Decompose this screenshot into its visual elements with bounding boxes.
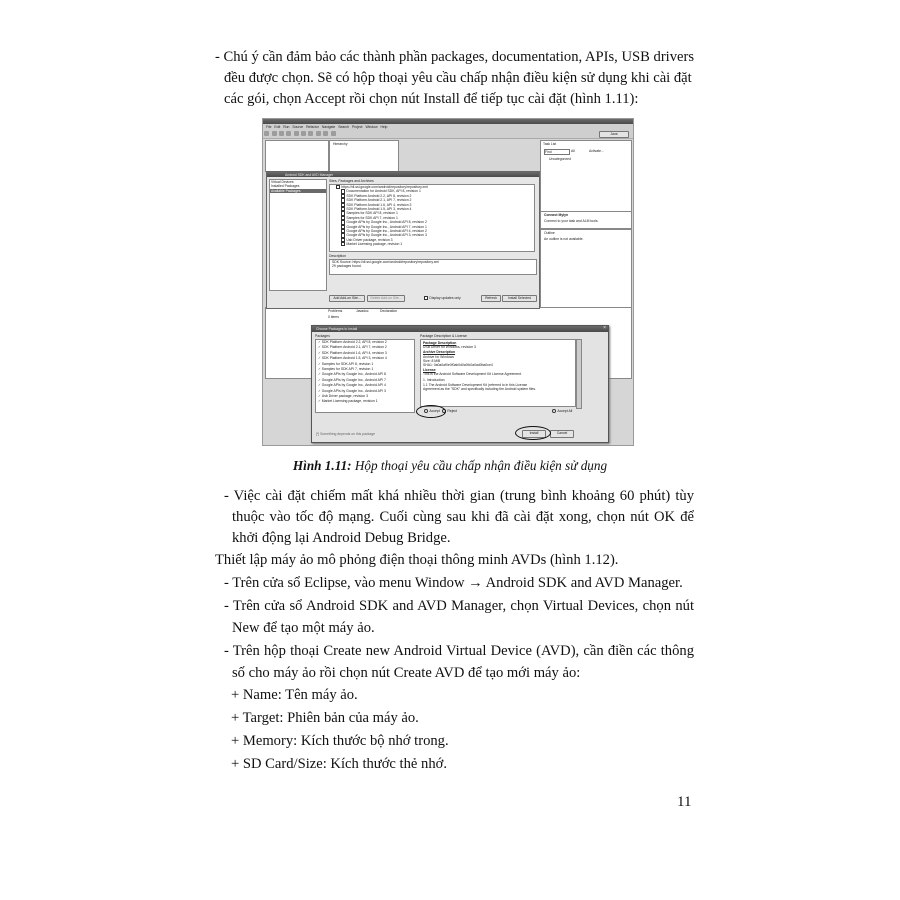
- all-filter[interactable]: All: [571, 149, 575, 153]
- checkbox-icon: [424, 296, 428, 300]
- package-row[interactable]: Market Licensing package, revision 1: [336, 242, 534, 246]
- android-icon[interactable]: [301, 131, 306, 136]
- field-name: + Name: Tên máy ảo.: [231, 687, 358, 703]
- package-desc-label: Package Description & License: [420, 334, 467, 338]
- checkmark-icon: ✓: [318, 372, 322, 377]
- intro-line-3: các gói, chọn Accept rồi chọn nút Install để tiếp tục cài đặt (hình 1.11):: [224, 91, 639, 107]
- sdk-manager-title: Android SDK and AVD Manager: [285, 172, 333, 177]
- activate-link[interactable]: Activate...: [589, 149, 604, 153]
- package-row[interactable]: Samples for SDK API 8, revision 1: [336, 211, 534, 215]
- figure-caption: [200, 458, 700, 474]
- field-memory: + Memory: Kích thước bộ nhớ trong.: [231, 733, 449, 749]
- reject-radio[interactable]: Reject: [442, 409, 457, 413]
- search-icon[interactable]: [308, 131, 313, 136]
- package-row[interactable]: Google APIs by Google Inc., Android API 8, revision 2: [336, 220, 534, 224]
- add-addon-site-button[interactable]: Add Add-on Site...: [329, 295, 365, 302]
- outline-tab[interactable]: Outline: [544, 231, 555, 235]
- run-icon[interactable]: [294, 131, 299, 136]
- license-scrollbar[interactable]: [576, 339, 582, 409]
- checkbox-icon: [336, 185, 340, 189]
- install-package-row[interactable]: ✓ Samples for SDK API 8, revision 1: [318, 361, 374, 366]
- step-2-line-1: - Trên cửa sổ Android SDK and AVD Manager, chọn Virtual Devices, chọn nút: [224, 598, 694, 614]
- intro-line-2: đều được chọn. Sẽ có hộp thoại yêu cầu chấp nhận điều kiện sử dụng khi cài đặt: [224, 70, 692, 86]
- nav-virtual-devices[interactable]: Virtual Devices: [271, 180, 294, 184]
- sdk-left-nav: [269, 179, 327, 291]
- install-package-row[interactable]: ✓ SDK Platform Android 2.2, API 8, revision 2: [318, 340, 387, 344]
- nav-installed-packages[interactable]: Installed Packages: [271, 184, 300, 189]
- refresh-button[interactable]: Refresh: [481, 295, 501, 302]
- declaration-tab[interactable]: Declaration: [380, 309, 398, 313]
- intro-line-1: - Chú ý cần đảm bảo các thành phần packages, documentation, APIs, USB drivers: [215, 49, 695, 65]
- connect-mylyn-text[interactable]: Connect to your task and ALM tools.: [544, 219, 599, 223]
- caption-label: Hình 1.11:: [292, 458, 352, 473]
- avd-setup-heading: Thiết lập máy ảo mô phỏng điện thoại thông minh AVDs (hình 1.12).: [215, 552, 619, 568]
- checkmark-icon: ✓: [318, 366, 322, 371]
- packages-label: Packages: [315, 334, 330, 338]
- uncategorized-item[interactable]: Uncategorized: [549, 157, 571, 161]
- step-2-line-2: New để tạo một máy ảo.: [232, 620, 375, 636]
- checkmark-icon: ✓: [318, 350, 322, 355]
- checkmark-icon: ✓: [318, 361, 322, 366]
- archive-line-1: Archive for Windows: [423, 354, 454, 359]
- package-row[interactable]: Google APIs by Google Inc., Android API 7, revision 1: [336, 225, 534, 229]
- package-row[interactable]: SDK Platform Android 1.6, API 4, revision 3: [336, 203, 534, 207]
- install-package-row[interactable]: ✓ SDK Platform Android 2.1, API 7, revision 2: [318, 345, 387, 350]
- checkmark-icon: ✓: [318, 383, 322, 388]
- connect-mylyn-title: Connect Mylyn: [544, 213, 569, 217]
- outline-panel: [540, 229, 632, 313]
- install-package-row[interactable]: ✓ Google APIs by Google Inc., Android API 4: [318, 383, 386, 388]
- sdk-packages-tree: [329, 184, 535, 252]
- install-package-row[interactable]: ✓ Google APIs by Google Inc., Android API 7: [318, 377, 386, 382]
- checkmark-icon: ✓: [318, 388, 322, 393]
- pkg-desc-line: USB Driver for Windows, revision 3: [423, 345, 476, 350]
- figure-screenshot: [262, 118, 634, 446]
- checkmark-icon: ✓: [318, 345, 322, 350]
- step-3-line-2: số cho máy ảo rồi chọn nút Create AVD để tạo mới máy ảo:: [232, 665, 581, 681]
- close-icon[interactable]: ×: [603, 325, 606, 331]
- package-row[interactable]: Samples for SDK API 7, revision 1: [336, 216, 534, 220]
- connect-mylyn-panel: [540, 211, 632, 229]
- checkmark-icon: ✓: [318, 356, 322, 361]
- menu-items[interactable]: File Edit Run Source Refactor Navigate Search Project Window Help: [266, 125, 388, 129]
- install-highlight-oval: [515, 426, 551, 440]
- new-icon[interactable]: [264, 131, 269, 136]
- find-input[interactable]: Find: [544, 149, 570, 155]
- package-row[interactable]: Google APIs by Google Inc., Android API 4, revision 2: [336, 229, 534, 233]
- package-row[interactable]: SDK Platform Android 2.2, API 8, revision 2: [336, 194, 534, 198]
- dependency-note: [*] Something depends on this package: [316, 432, 376, 436]
- package-row[interactable]: Usb Driver package, revision 3: [336, 238, 534, 242]
- intro-line: 1. Introduction: [423, 377, 445, 382]
- archive-title: Archive Description: [423, 350, 456, 355]
- install-package-row[interactable]: ✓ Google APIs by Google Inc., Android API 8: [318, 372, 386, 377]
- page-number: 11: [677, 794, 692, 810]
- checkmark-icon: ✓: [318, 393, 322, 398]
- install-package-row[interactable]: ✓ Market Licensing package, revision 1: [318, 399, 378, 404]
- install-selected-button[interactable]: Install Selected: [502, 295, 537, 302]
- archive-line-2: Size: 8 MiB: [423, 358, 441, 363]
- checkmark-icon: ✓: [318, 340, 322, 344]
- forward-icon[interactable]: [331, 131, 336, 136]
- sdk-manager-titlebar: [267, 172, 539, 177]
- checkbox-icon: [341, 242, 345, 246]
- delete-addon-site-button[interactable]: Delete Add-on Site...: [367, 295, 405, 302]
- outline-empty-text: An outline is not available.: [544, 237, 584, 241]
- package-icon[interactable]: [316, 131, 321, 136]
- accept-highlight-oval: [416, 405, 446, 418]
- sdk-desc-text-2: 29 packages found.: [332, 264, 362, 269]
- install-dialog-titlebar: [312, 326, 608, 332]
- checkmark-icon: ✓: [318, 399, 322, 404]
- install-button[interactable]: Install: [522, 430, 546, 438]
- sdk-description-box: [329, 259, 537, 275]
- install-package-row[interactable]: ✓ Usb Driver package, revision 3: [318, 393, 368, 398]
- save-icon[interactable]: [272, 131, 277, 136]
- package-row[interactable]: SDK Platform Android 2.1, API 7, revision 2: [336, 198, 534, 202]
- install-packages-list: [315, 339, 415, 413]
- sdk-list-header: Sites, Packages and Archives: [329, 179, 374, 183]
- para2-line-1: - Việc cài đặt chiếm mất khá nhiều thời gian (trung bình khoảng 60 phút) tùy: [224, 488, 694, 504]
- install-package-row[interactable]: ✓ Google APIs by Google Inc., Android API 3: [318, 388, 386, 393]
- back-icon[interactable]: [323, 131, 328, 136]
- install-package-row[interactable]: ✓ SDK Platform Android 1.5, API 3, revision 4: [318, 356, 387, 361]
- sdk-desc-text: SDK Source: https://dl-ssl.google.com/android/repository/repository.xml: [332, 260, 439, 264]
- install-dialog: [311, 325, 609, 443]
- archive-line-3: SHA1: 0a0a0af0e0f0ab0d0a0fc0a0ad0ba0ce4: [423, 363, 493, 368]
- debug-icon[interactable]: [286, 131, 291, 136]
- eclipse-toolbar: [263, 130, 633, 139]
- license-text-box: [420, 339, 576, 407]
- accept-all-radio[interactable]: Accept All: [552, 409, 572, 413]
- install-dialog-title: Choose Packages to Install: [316, 327, 358, 331]
- items-count: 0 items: [328, 315, 339, 319]
- display-updates-checkbox[interactable]: Display updates only: [424, 296, 461, 300]
- hierarchy-tab[interactable]: Hierarchy: [333, 142, 348, 146]
- step-3-line-1: - Trên hộp thoại Create new Android Virtual Device (AVD), cần điền các thông: [224, 643, 694, 659]
- package-row[interactable]: https://dl-ssl.google.com/android/repository/repository.xml: [336, 185, 534, 189]
- para2-line-2: thuộc vào tốc độ mạng. Cuối cùng sau khi đã cài đặt xong, chọn nút OK để: [232, 509, 694, 525]
- package-explorer-panel: [265, 140, 329, 172]
- sdk-description-label: Description: [329, 254, 346, 258]
- perspective-java-button[interactable]: Java: [599, 131, 629, 138]
- checkmark-icon: ✓: [318, 377, 322, 382]
- field-sdcard: + SD Card/Size: Kích thước thẻ nhớ.: [231, 756, 447, 772]
- nav-available-packages[interactable]: Available Packages: [270, 189, 326, 193]
- package-row[interactable]: Documentation for Android SDK, API 8, revision 1: [336, 189, 534, 193]
- caption-text: Hộp thoại yêu cầu chấp nhận điều kiện sử dụng: [351, 458, 608, 473]
- license-line-3: Agreement as the "SDK" and specifically including the Android system files.: [423, 387, 537, 392]
- para2-line-3: khởi động lại Android Debug Bridge.: [232, 530, 451, 546]
- print-icon[interactable]: [279, 131, 284, 136]
- problems-tab[interactable]: Problems: [328, 309, 343, 313]
- sdk-manager-window: [266, 171, 540, 309]
- javadoc-tab[interactable]: Javadoc: [356, 309, 369, 313]
- license-title: License: [423, 368, 436, 373]
- license-line-2: 1.1 The Android Software Development Kit (referred to in this License: [423, 382, 528, 387]
- install-package-row[interactable]: ✓ SDK Platform Android 1.6, API 4, revision 3: [318, 350, 387, 355]
- field-target: + Target: Phiên bản của máy ảo.: [231, 710, 419, 726]
- package-row[interactable]: SDK Platform Android 1.5, API 3, revision 4: [336, 207, 534, 211]
- package-row[interactable]: Google APIs by Google Inc., Android API 3, revision 3: [336, 233, 534, 237]
- install-package-row[interactable]: ✓ Samples for SDK API 7, revision 1: [318, 366, 374, 371]
- accept-radio[interactable]: Accept: [424, 409, 440, 413]
- hierarchy-panel: [329, 140, 399, 172]
- step-1: - Trên cửa sổ Eclipse, vào menu Window → Android SDK and AVD Manager.: [224, 575, 683, 591]
- license-line: This is the Android Software Development Kit License Agreement.: [423, 372, 522, 377]
- pkg-desc-title: Package Description: [423, 341, 457, 345]
- cancel-button[interactable]: Cancel: [550, 430, 574, 438]
- task-list-tab[interactable]: Task List: [543, 142, 557, 146]
- radio-icon: [552, 409, 556, 413]
